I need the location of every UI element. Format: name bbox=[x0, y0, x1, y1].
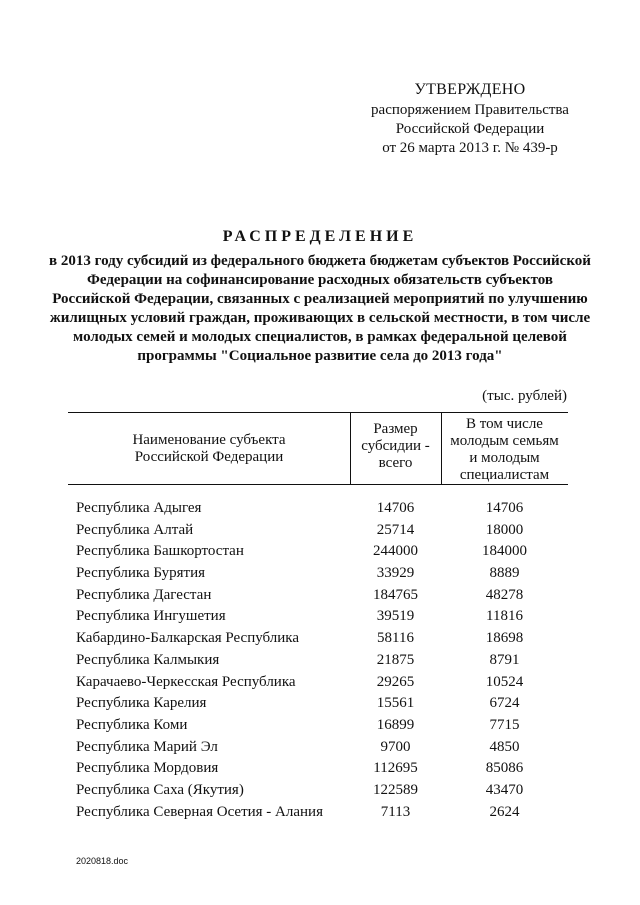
table-row bbox=[0, 715, 640, 737]
region-name: Республика Карелия bbox=[76, 695, 207, 712]
subsidy-total: 21875 bbox=[376, 651, 415, 668]
region-name: Республика Коми bbox=[76, 716, 188, 733]
table-row bbox=[0, 520, 640, 542]
region-name: Республика Ингушетия bbox=[76, 608, 226, 625]
region-name: Республика Дагестан bbox=[76, 586, 212, 603]
subsidy-total: 7113 bbox=[380, 803, 411, 820]
column-header-name-line-2: Российской Федерации bbox=[134, 449, 284, 465]
table-row bbox=[0, 758, 640, 780]
approved-label: УТВЕРЖДЕНО bbox=[414, 81, 526, 98]
units-label: (тыс. рублей) bbox=[482, 388, 567, 404]
document-filename: 2020818.doc bbox=[76, 856, 129, 866]
table-row bbox=[0, 650, 640, 672]
column-header-total-line-3: всего bbox=[378, 455, 413, 471]
region-name: Республика Мордовия bbox=[76, 760, 219, 777]
subsidy-total: 29265 bbox=[376, 673, 415, 690]
table-row bbox=[0, 693, 640, 715]
column-header-name bbox=[68, 432, 350, 466]
table-header-bottom-rule bbox=[68, 484, 568, 485]
table-row bbox=[0, 563, 640, 585]
subsidy-young: 11816 bbox=[486, 608, 523, 625]
region-name: Республика Калмыкия bbox=[76, 651, 220, 668]
table-row bbox=[0, 541, 640, 563]
subsidy-young: 48278 bbox=[485, 586, 524, 603]
region-name: Республика Бурятия bbox=[76, 565, 206, 582]
subsidy-total: 15561 bbox=[376, 695, 415, 712]
column-header-total bbox=[350, 421, 441, 472]
table-row bbox=[0, 628, 640, 650]
subsidy-total: 112695 bbox=[373, 760, 418, 777]
subsidy-total: 184765 bbox=[373, 586, 418, 603]
subsidy-total: 244000 bbox=[373, 543, 418, 560]
approval-line-1: распоряжением Правительства bbox=[371, 102, 569, 118]
title-description: в 2013 году субсидий из федерального бюджета бюджетам субъектов Российской Федерации на софинансирование расходных обязательств субъектов Российской Федерации, связанных с реализацией мероприятий по улучшению жилищных условий граждан, проживающих в сельской местности, в том числе молодых семей и молодых специалистов, в рамках федеральной целевой программы "Социальное развитие села до 2013 года" bbox=[49, 253, 591, 364]
subsidy-young: 10524 bbox=[485, 673, 524, 690]
subsidy-total: 25714 bbox=[376, 521, 415, 538]
subsidy-total: 58116 bbox=[377, 630, 414, 647]
table-row bbox=[0, 737, 640, 759]
table-row bbox=[0, 672, 640, 694]
subsidy-young: 8791 bbox=[489, 651, 520, 668]
column-header-young-line-3: и молодым bbox=[469, 450, 540, 466]
table-row bbox=[0, 780, 640, 802]
column-header-young-line-1: В том числе bbox=[466, 416, 543, 432]
region-name: Кабардино-Балкарская Республика bbox=[76, 630, 300, 647]
subsidy-total: 9700 bbox=[380, 738, 411, 755]
subsidy-total: 122589 bbox=[373, 781, 418, 798]
approval-line-2: Российской Федерации bbox=[395, 121, 545, 137]
region-name: Республика Адыгея bbox=[76, 500, 202, 516]
subsidy-young: 8889 bbox=[489, 565, 520, 582]
subsidy-young: 18698 bbox=[485, 630, 524, 647]
region-name: Республика Северная Осетия - Алания bbox=[76, 803, 323, 820]
region-name: Карачаево-Черкесская Республика bbox=[76, 673, 296, 690]
column-header-young-line-2: молодым семьям bbox=[450, 433, 559, 449]
subsidy-young: 85086 bbox=[485, 760, 524, 777]
region-name: Республика Алтай bbox=[76, 521, 194, 538]
column-header-name-line-1: Наименование субъекта bbox=[132, 432, 286, 448]
table-top-rule bbox=[68, 412, 568, 413]
title-heading: РАСПРЕДЕЛЕНИЕ bbox=[222, 228, 418, 245]
subsidy-young: 6724 bbox=[489, 695, 520, 712]
column-header-total-line-1: Размер bbox=[373, 421, 418, 437]
approval-stamp bbox=[340, 80, 600, 158]
subsidy-young: 14706 bbox=[485, 500, 524, 516]
table-row bbox=[0, 585, 640, 607]
subsidy-young: 184000 bbox=[482, 543, 527, 560]
subsidy-young: 43470 bbox=[485, 781, 524, 798]
document-title bbox=[40, 228, 600, 366]
table-row bbox=[0, 802, 640, 824]
subsidy-total: 14706 bbox=[376, 500, 415, 516]
subsidy-young: 2624 bbox=[489, 803, 520, 820]
subsidy-young: 7715 bbox=[489, 716, 520, 733]
region-name: Республика Марий Эл bbox=[76, 738, 218, 755]
column-header-young-line-4: специалистам bbox=[459, 467, 550, 483]
region-name: Республика Саха (Якутия) bbox=[76, 781, 244, 798]
subsidy-total: 33929 bbox=[376, 565, 415, 582]
table-body bbox=[0, 498, 640, 823]
table-row bbox=[0, 606, 640, 628]
subsidy-total: 39519 bbox=[376, 608, 415, 625]
region-name: Республика Башкортостан bbox=[76, 543, 244, 560]
table-row bbox=[0, 498, 640, 520]
column-header-young bbox=[441, 416, 568, 484]
subsidy-total: 16899 bbox=[376, 716, 415, 733]
subsidy-young: 18000 bbox=[485, 521, 524, 538]
column-header-total-line-2: субсидии - bbox=[361, 438, 430, 454]
approval-line-3: от 26 марта 2013 г. № 439-р bbox=[382, 140, 558, 156]
subsidy-young: 4850 bbox=[489, 738, 520, 755]
